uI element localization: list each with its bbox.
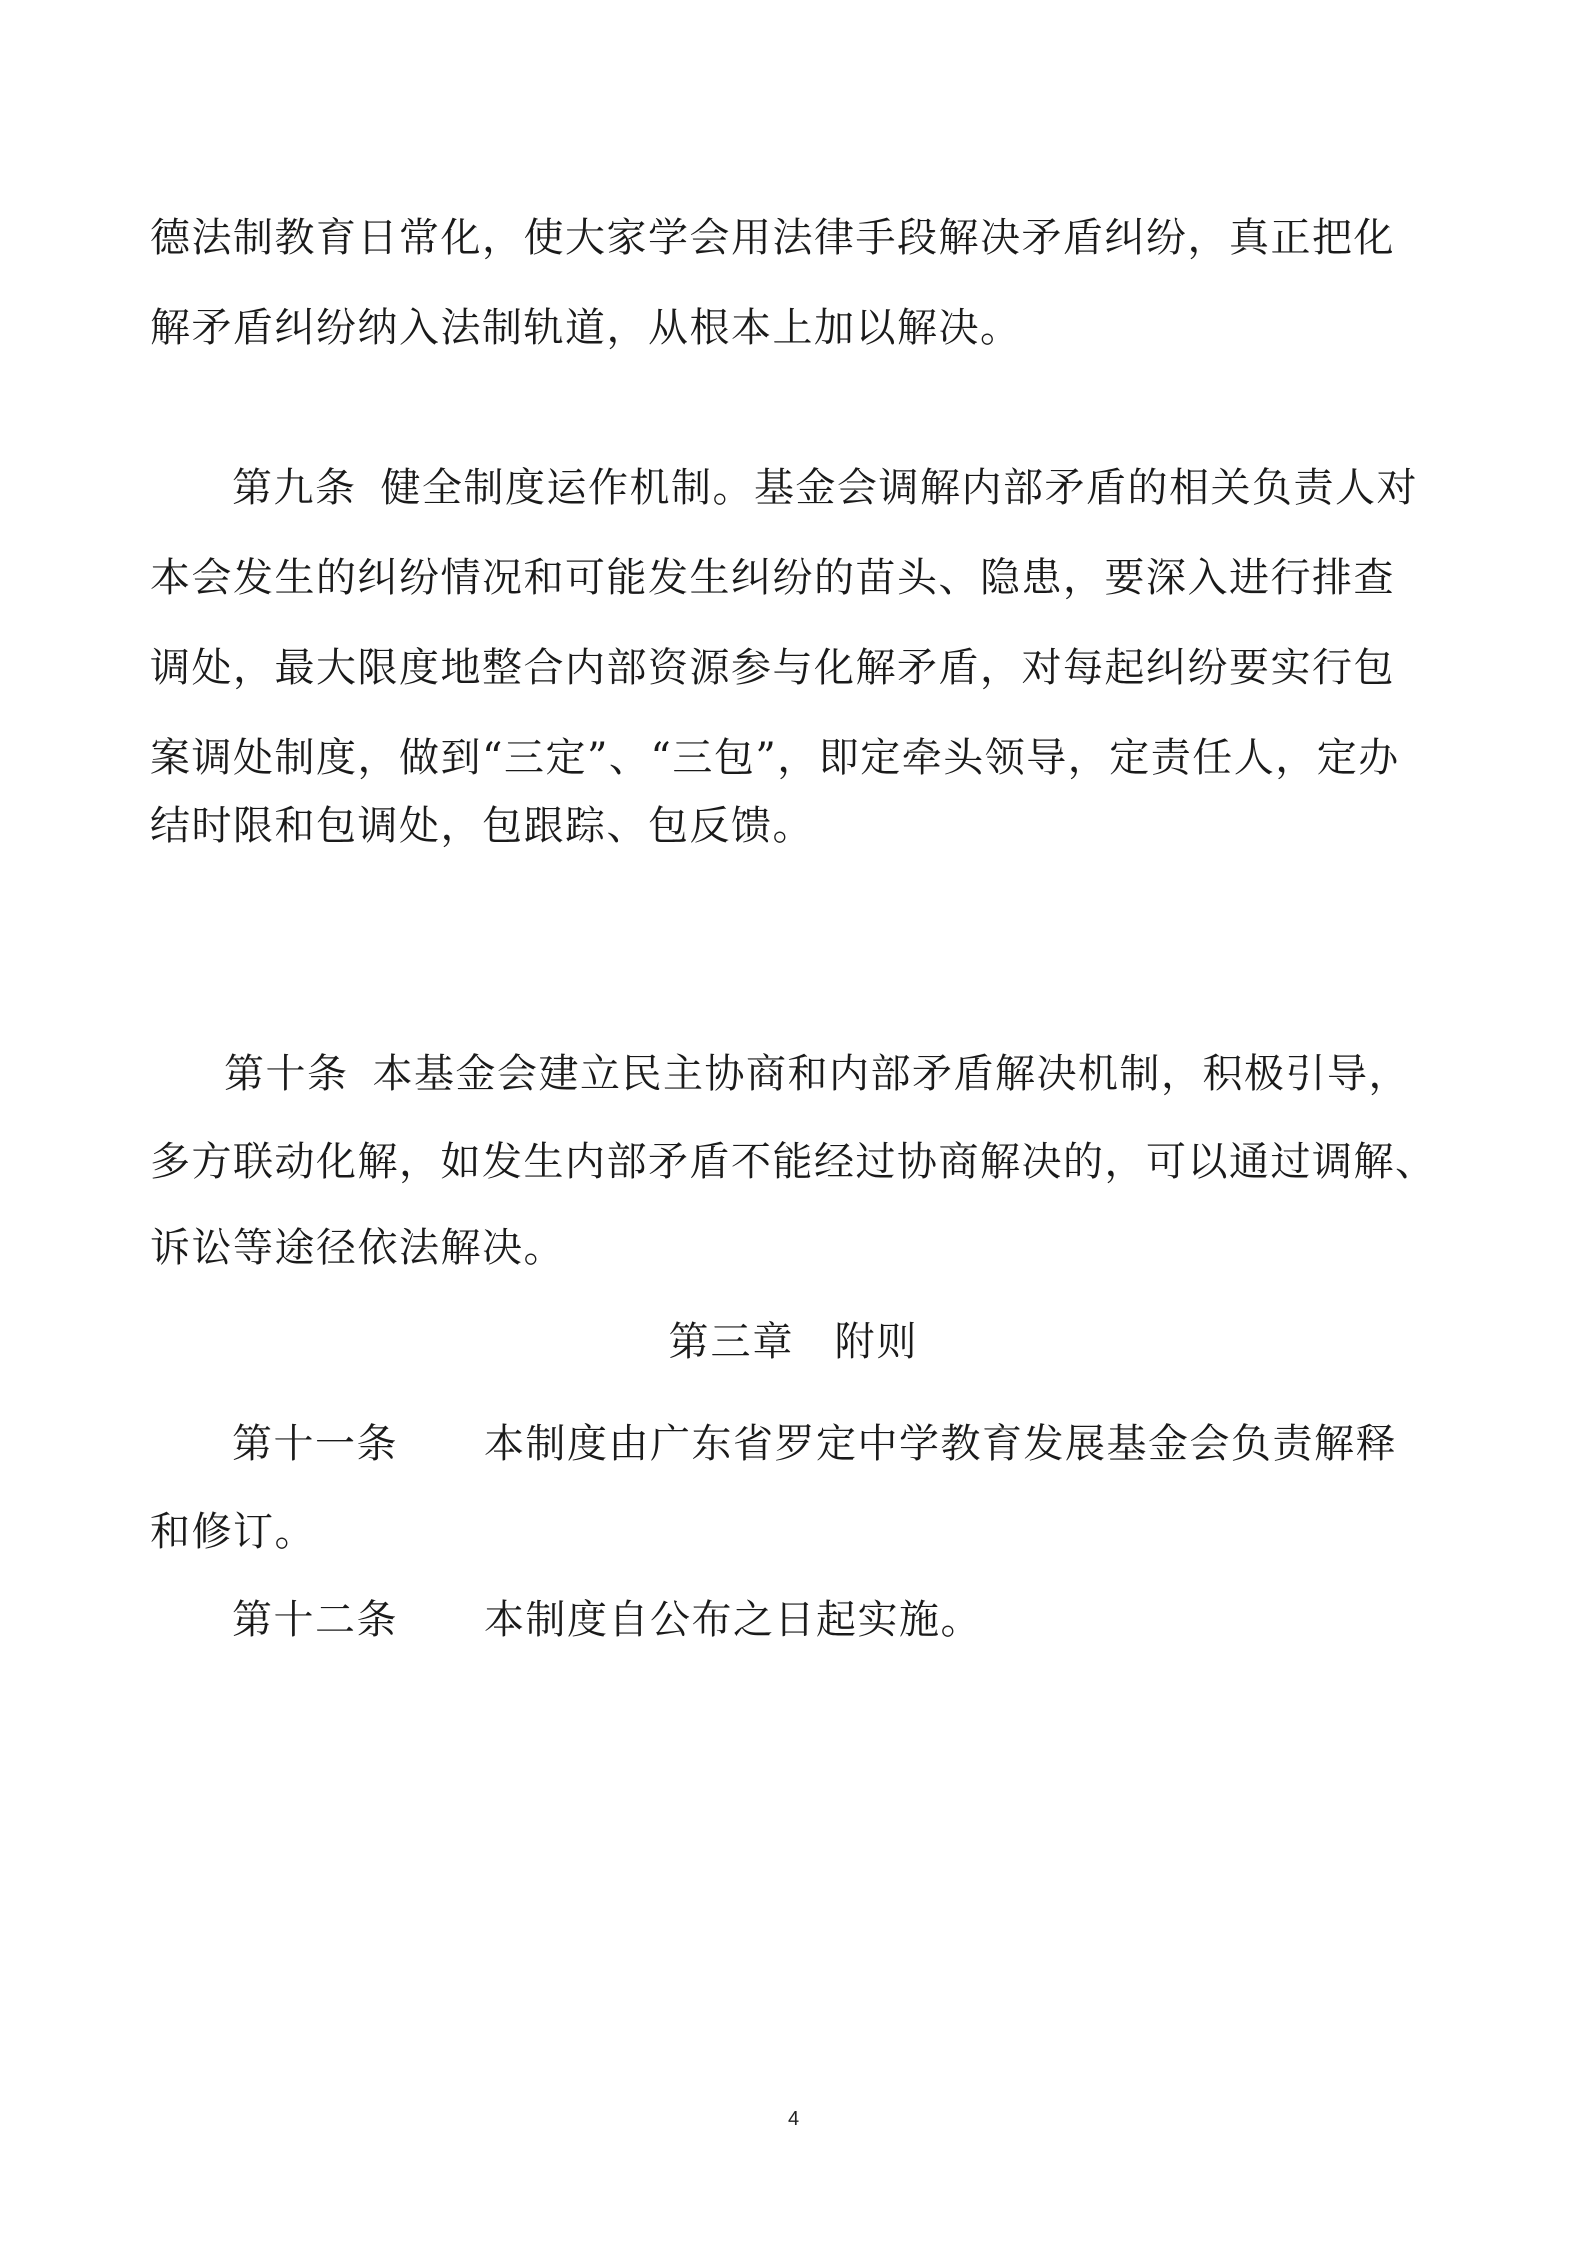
intro-line-2: 解矛盾纠纷纳入法制轨道，从根本上加以解决。: [150, 305, 1022, 351]
chapter-3-title: 附则: [834, 1319, 919, 1365]
article-9-line-4: 案调处制度，做到“三定”、“三包”，即定牵头领导，定责任人，定办: [150, 735, 1400, 781]
chapter-3-number: 第三章: [668, 1319, 795, 1365]
article-11-line-2: 和修订。: [150, 1509, 316, 1555]
article-11-text-1: 本制度由广东省罗定中学教育发展基金会负责解释: [484, 1421, 1397, 1467]
article-12-line: [232, 1594, 1532, 1646]
article-10-label: 第十条: [224, 1051, 349, 1097]
article-12-label: 第十二条: [232, 1597, 398, 1643]
page-number: 4: [787, 2108, 800, 2130]
article-9-line-5: 结时限和包调处，包跟踪、包反馈。: [150, 803, 814, 849]
article-9-line-2: 本会发生的纠纷情况和可能发生纠纷的苗头、隐患，要深入进行排查: [150, 555, 1395, 601]
article-9-first-line: [232, 462, 1532, 514]
article-10-line-2: 多方联动化解，如发生内部矛盾不能经过协商解决的，可以通过调解、: [150, 1139, 1437, 1185]
article-9-text-1: 健全制度运作机制。基金会调解内部矛盾的相关负责人对: [380, 465, 1418, 511]
chapter-3-heading: [0, 1316, 1587, 1368]
article-11-label: 第十一条: [232, 1421, 398, 1467]
article-10-line-3: 诉讼等途径依法解决。: [150, 1225, 565, 1271]
intro-line-1: 德法制教育日常化，使大家学会用法律手段解决矛盾纠纷，真正把化: [150, 215, 1395, 261]
article-11-first-line: [232, 1418, 1532, 1470]
article-9-line-3: 调处，最大限度地整合内部资源参与化解矛盾，对每起纠纷要实行包: [150, 645, 1395, 691]
article-12-text: 本制度自公布之日起实施。: [484, 1597, 982, 1643]
article-10-text-1: 本基金会建立民主协商和内部矛盾解决机制，积极引导，: [372, 1051, 1410, 1097]
article-10-first-line: [224, 1048, 1524, 1100]
article-9-label: 第九条: [232, 465, 357, 511]
